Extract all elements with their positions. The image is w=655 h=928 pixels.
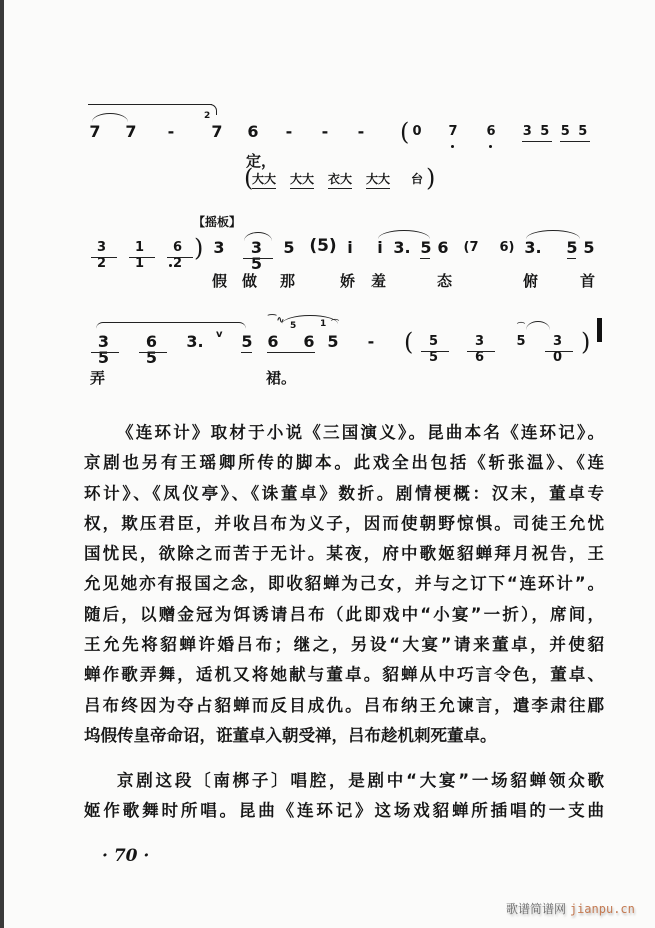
note-bracketed: (5) [309,236,337,256]
note: 5 [241,332,253,351]
lyric: 做 [242,272,258,290]
lyric: 弄 [90,369,106,387]
underline [467,351,495,352]
tie-line [88,104,212,105]
underline [290,188,314,189]
fermata-icon: ⌒ [331,319,339,328]
note: 3 [213,238,225,257]
note-group: 1 1 [134,240,148,271]
note-group: 3 5 [522,124,552,139]
underline [560,141,590,142]
grace-note: 2 [204,111,211,121]
note-group: 3 5 [250,238,266,273]
breath-mark: v [216,329,223,340]
text-line: 允见她亦有报国之念，即收貂蝉为己女，并与之订下“连环计”。 [84,574,604,594]
note-group: 5 5 [428,334,442,365]
note-high: i [347,238,353,257]
text-line: 坞假传皇帝命诏，诳董卓入朝受禅，吕布趁机刺死董卓。 [84,725,497,745]
note: 6 [303,332,315,351]
note: 7 [448,124,458,139]
prose-paragraph-2 [84,766,604,827]
note-high: i [377,238,383,257]
paren-close: ) [581,328,591,356]
text-line: 《连环计》取材于小说《三国演义》。昆曲本名《连环记》。 [117,423,604,442]
lyric: 娇 [340,272,356,290]
underline [243,258,273,259]
percussion: 大大 [290,172,315,186]
grace-note: 1 [320,319,327,329]
fermata-icon: ⌒ [517,322,525,331]
note-group: 3 2 [96,240,110,271]
underline [91,257,117,258]
text-line: 吕布终因为夺占貂蝉而反目成仇。吕布纳王允谏言，遣李肃往郿 [84,695,604,715]
note-group: 6 5 [145,332,161,367]
low-octave-dot [169,264,172,267]
watermark-url: jianpu.cn [569,902,635,916]
lyric: 首 [580,272,596,290]
lyric: 假 [212,272,228,290]
percussion: 大大 [252,172,277,186]
trill-icon: ⁀∿ [268,315,285,326]
page-number: · 70 · [102,846,150,866]
note: 7 [125,122,137,141]
watermark [506,900,635,917]
note: 3. [393,238,411,257]
slur [92,113,128,122]
note: 5 [566,238,578,257]
low-octave-dot [451,145,454,148]
dash: - [321,122,329,141]
underline [252,188,276,189]
note: 0 [412,124,422,139]
note-group: 3 0 [552,334,566,365]
section-label: 【摇板】 [193,215,242,229]
underline [421,351,449,352]
paren-open: ( [404,328,414,356]
scan-border [0,0,4,928]
percussion: 大大 [366,172,391,186]
lyric: 那 [280,272,296,290]
text-line: 随后，以赠金冠为饵诱请吕布（此即戏中“小宴”一折），席间， [84,604,604,624]
tie-end [210,104,217,115]
prose-paragraph-1 [84,418,604,751]
text-line: 王允先将貂蝉许婚吕布；继之，另设“大宴”请来董卓，并使貂 [84,635,604,655]
dash: - [285,122,293,141]
note: 6) [499,240,515,255]
underline [366,188,390,189]
text-line: 京剧这段〔南梆子〕唱腔，是剧中“大宴”一场貂蝉领众歌 [117,771,604,790]
paren-close: ) [426,164,436,192]
underline [241,352,252,353]
note-group: 3 6 [474,334,488,365]
paren-close: ) [194,234,204,262]
lyric: 裙。 [266,369,297,387]
note: 3. [186,332,204,351]
paren-open: ( [244,164,254,192]
text-line: 权，欺压君臣，并收吕布为义子，因而使朝野惊惧。司徒王允忧 [84,513,604,533]
underline [328,188,352,189]
underline [91,352,119,353]
low-octave-dot [489,145,492,148]
underline [567,258,576,259]
text-line: 京剧也另有王瑶卿所传的脚本。此戏全出包括《斩张温》、《连 [84,453,604,473]
note-group: 3 5 [97,332,113,367]
note: 5 [516,334,526,349]
underline [167,257,193,258]
note-group: 6 2 [172,240,186,271]
note: (7 [463,240,479,255]
slur [96,322,246,329]
arrow-slur [526,321,550,330]
lyric: 定， [246,152,277,170]
text-line: 蝉作歌弄舞，适机又将她献与董卓。貂蝉从中巧言令色，董卓、 [84,665,604,685]
note: 7 [211,122,223,141]
dash: - [367,332,375,351]
note: 7 [89,122,101,141]
underline [545,351,573,352]
underline [139,352,167,353]
percussion: 台 [411,172,424,186]
underline [420,258,430,259]
text-line: 国忧民，欲除之而苦于无计。某夜，府中歌姬貂蝉拜月祝告，王 [84,544,604,564]
dash: - [167,122,175,141]
paren-open: ( [400,118,410,146]
lyric: 俯 [523,272,539,290]
note: 6 [437,238,449,257]
underline [129,257,155,258]
note: 5 [583,238,595,257]
note: 5 [327,332,339,351]
lyric: 态 [437,272,453,290]
text-line: 姬作歌舞时所唱。昆曲《连环记》这场戏貂蝉所插唱的一支曲 [84,801,604,821]
note: 5 [420,238,432,257]
grace-note: 5 [290,321,297,331]
underline [267,352,315,353]
dash: - [357,122,365,141]
percussion: 衣大 [328,172,353,186]
watermark-text: 歌谱简谱网 [506,902,567,916]
note: 3. [524,238,542,257]
note-group: 5 5 [560,124,590,139]
note: 5 [283,238,295,257]
note: 6 [267,332,279,351]
note: 6 [486,124,496,139]
underline [522,141,552,142]
text-line: 环计》、《凤仪亭》、《诛董卓》数折。剧情梗概：汉末，董卓专 [84,483,604,503]
lyric: 羞 [371,272,387,290]
final-barline [597,318,602,342]
note: 6 [247,122,259,141]
